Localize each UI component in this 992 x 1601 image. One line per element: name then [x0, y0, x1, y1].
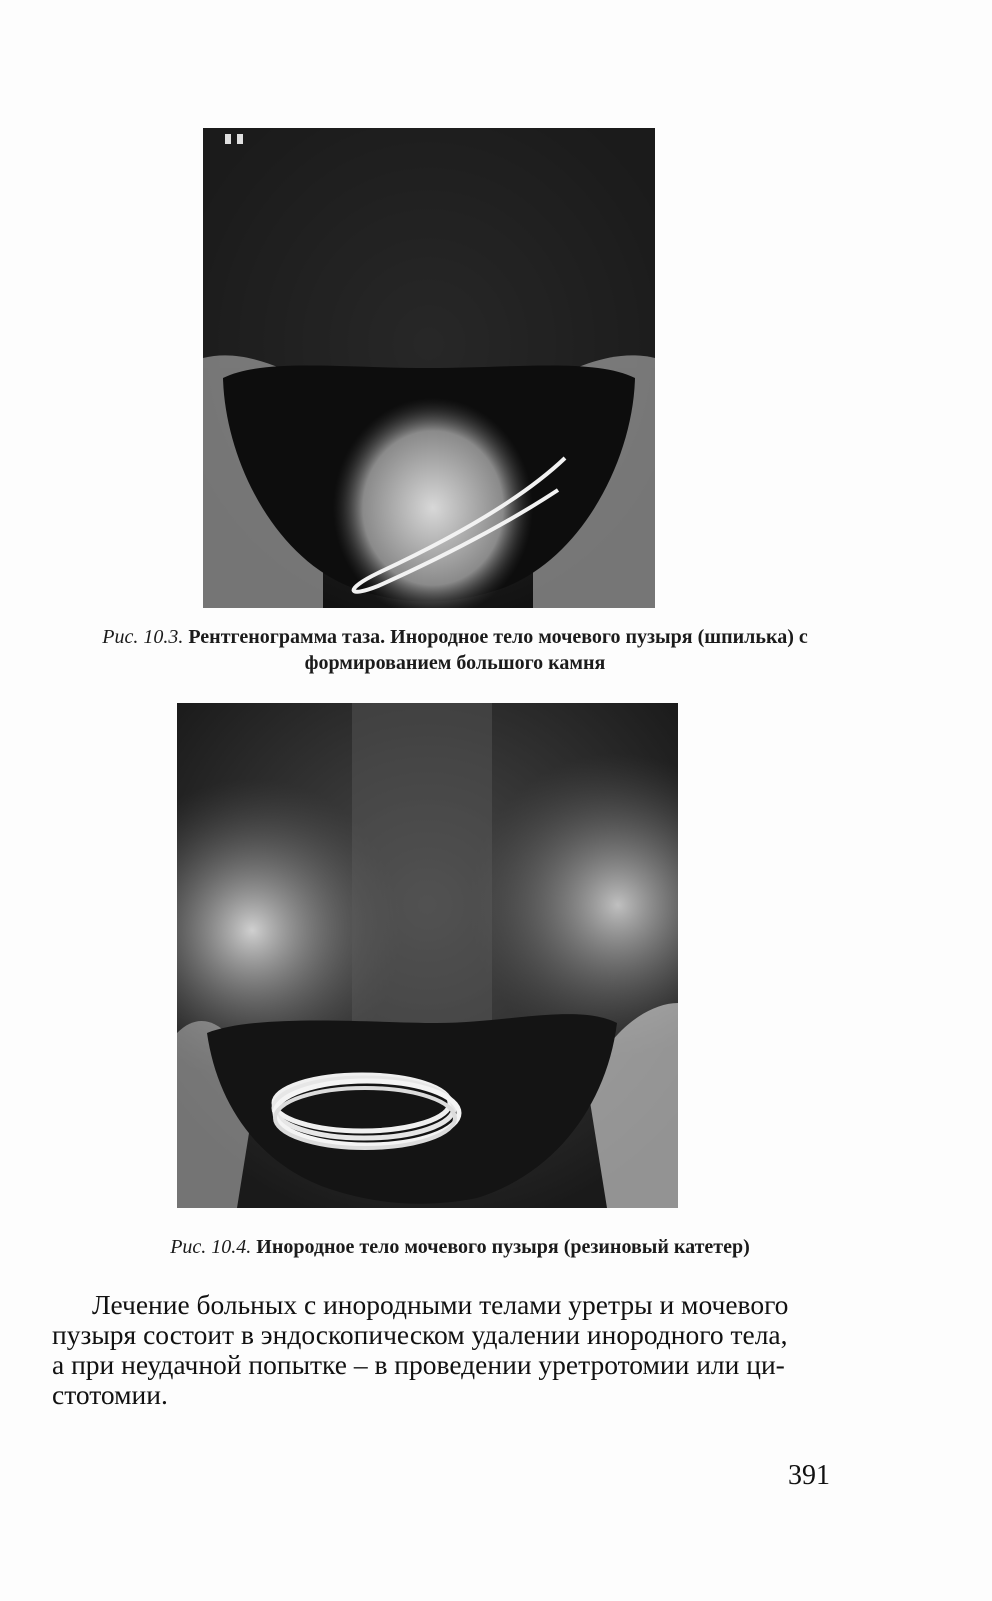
- caption-text: Рентгенограмма таза. Инородное тело мочевого пузыря (шпилька) с: [183, 626, 808, 648]
- paragraph-line: а при неудачной попытке – в проведении уретротомии или ци-: [52, 1349, 785, 1380]
- caption-text-continued: формированием большого камня: [304, 652, 606, 674]
- xray-pelvis-hairpin-image: [203, 128, 655, 608]
- body-paragraph: [52, 1290, 842, 1410]
- figure-label: Рис. 10.3.: [102, 626, 184, 648]
- page-number: 391: [788, 1460, 830, 1491]
- xray-bladder-catheter-image: [177, 703, 678, 1208]
- paragraph-line: Лечение больных с инородными телами уретры и мочевого: [92, 1289, 789, 1320]
- paragraph-line: пузыря состоит в эндоскопическом удалении инородного тела,: [52, 1319, 788, 1350]
- figure-caption: [40, 624, 870, 676]
- xray-catheter-graphic: [177, 703, 678, 1208]
- figure-caption: [60, 1234, 860, 1260]
- paragraph-line: стотомии.: [52, 1379, 168, 1410]
- figure-label: Рис. 10.4.: [170, 1236, 252, 1258]
- xray-hairpin-graphic: [203, 128, 655, 608]
- caption-text: Инородное тело мочевого пузыря (резиновый катетер): [251, 1236, 750, 1258]
